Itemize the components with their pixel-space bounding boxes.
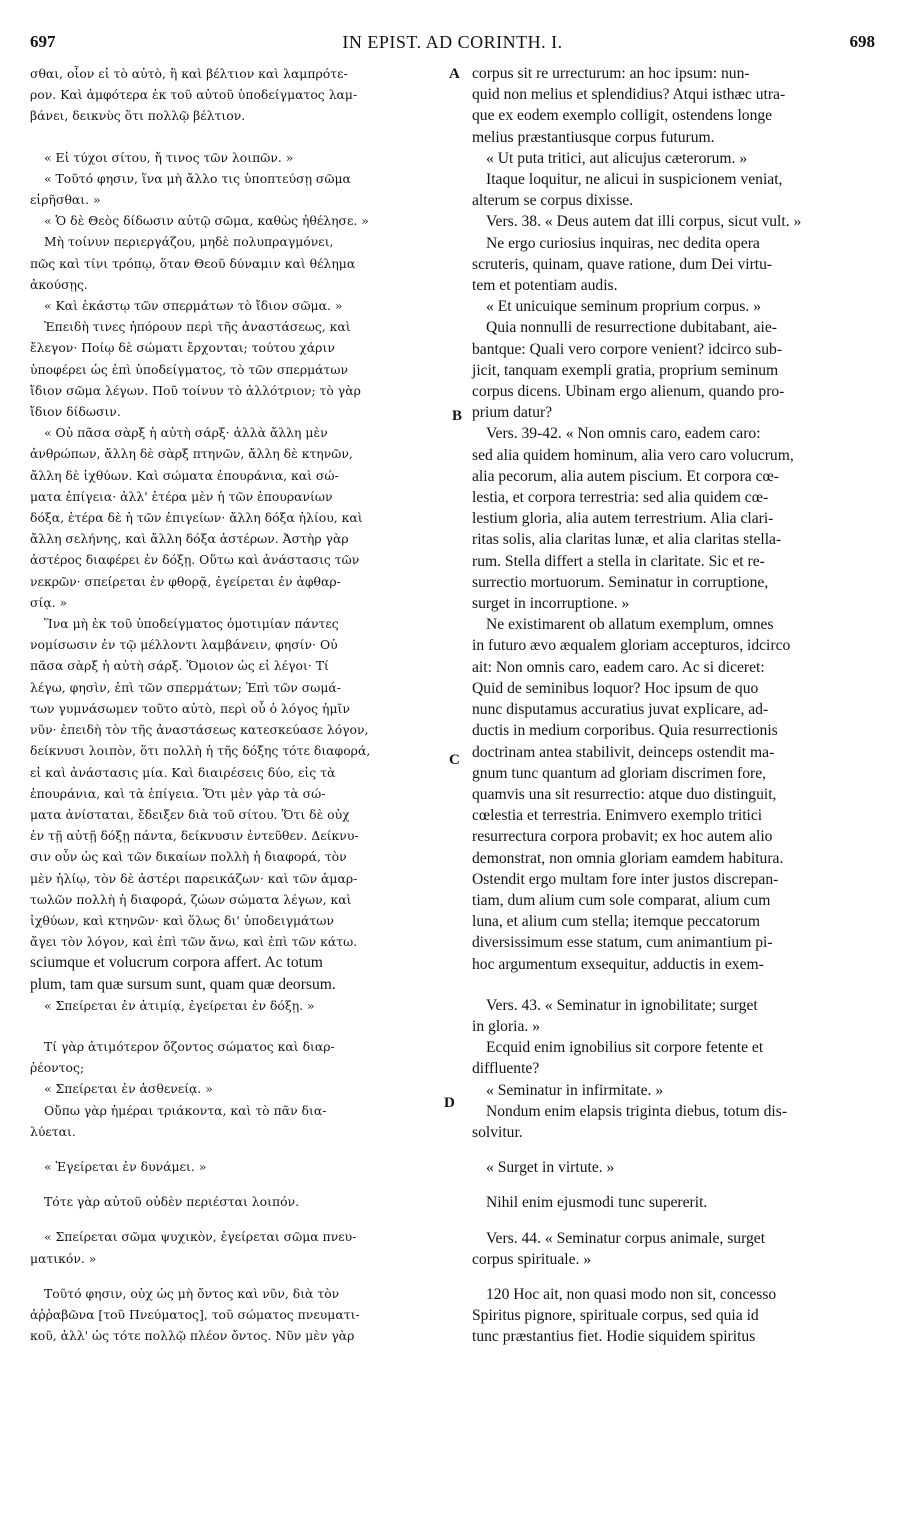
- greek-line: σίᾳ. »: [30, 594, 68, 610]
- greek-line: « Σπείρεται ἐν ἀσθενείᾳ. »: [44, 1081, 213, 1097]
- section-marker-b: B: [452, 408, 463, 424]
- latin-line: « Seminatur in infirmitate. »: [486, 1081, 664, 1099]
- greek-line: ἴδιον σῶμα λέγων. Ποῦ τοίνυν τὸ ἀλλότριον; τὸ γὰρ: [30, 382, 361, 398]
- latin-line: Quia nonnulli de resurrectione dubitabant, aie-: [486, 319, 777, 337]
- greek-line: « Τοῦτό φησιν, ἵνα μὴ ἄλλο τις ὑποπτεύσῃ σῶμα: [44, 170, 351, 186]
- greek-line: ματα ἐπίγεια· ἀλλ' ἑτέρα μὲν ἡ τῶν ἐπουρανίων: [30, 488, 333, 504]
- latin-line: resurrectura corpora probavit; ex hoc autem alio: [472, 828, 773, 846]
- greek-line: πῶς καὶ τίνι τρόπῳ, ὅταν Θεοῦ δύναμιν καὶ θέλημα: [30, 255, 356, 271]
- greek-line: « Ἐγείρεται ἐν δυνάμει. »: [44, 1158, 207, 1174]
- latin-line: Vers. 39-42. « Non omnis caro, eadem caro:: [486, 425, 761, 443]
- latin-line: Vers. 43. « Seminatur in ignobilitate; surget: [486, 996, 758, 1014]
- greek-line: « Εἰ τύχοι σίτου, ἤ τινος τῶν λοιπῶν. »: [44, 149, 294, 165]
- latin-line: bantque: Quali vero corpore venient? idcirco sub-: [472, 340, 783, 358]
- page-number-right: 698: [849, 32, 875, 51]
- greek-line: λύεται.: [30, 1123, 76, 1139]
- greek-line: ματικόν. »: [30, 1250, 97, 1266]
- latin-line: « Surget in virtute. »: [486, 1159, 615, 1177]
- latin-line: lestia, et corpora terrestria: sed alia quidem cœ-: [472, 489, 769, 507]
- latin-line: melius præstantiusque corpus futurum.: [472, 128, 715, 146]
- latin-line: Nihil enim ejusmodi tunc supererit.: [486, 1194, 708, 1212]
- latin-line: Ne ergo curiosius inquiras, nec dedita opera: [486, 234, 760, 252]
- latin-line: « Et unicuique seminum proprium corpus. »: [486, 298, 762, 316]
- latin-line: ductis in medium corporibus. Quia resurrectionis: [472, 722, 778, 740]
- greek-line: δόξα, ἑτέρα δὲ ἡ τῶν ἐπιγείων· ἄλλη δόξα ἡλίου, καὶ: [30, 510, 363, 526]
- latin-line: corpus dicens. Ubinam ergo alienum, quando pro-: [472, 383, 785, 401]
- greek-line: σθαι, οἷον εἰ τὸ αὐτὸ, ἢ καὶ βέλτιον καὶ λαμπρότε-: [30, 66, 348, 81]
- latin-line: « Ut puta tritici, aut alicujus cæterorum. »: [486, 149, 748, 167]
- greek-line: ἄλλη δὲ ἰχθύων. Καὶ σώματα ἐπουράνια, καὶ σώ-: [30, 467, 339, 483]
- greek-line: ρον. Καὶ ἀμφότερα ἐκ τοῦ αὐτοῦ ὑποδείγματος λαμ-: [30, 87, 358, 103]
- greek-line: Ἵνα μὴ ἐκ τοῦ ὑποδείγματος ὁμοτιμίαν πάντες: [44, 616, 339, 632]
- latin-line: cœlestia et terrestria. Enimvero exemplo tritici: [472, 807, 763, 825]
- latin-line: diffluente?: [472, 1060, 540, 1078]
- page-header: [30, 32, 875, 58]
- greek-line: Τοῦτό φησιν, οὐχ ὡς μὴ ὄντος καὶ νῦν, διὰ τὸν: [44, 1285, 340, 1301]
- latin-line: alterum se corpus dixisse.: [472, 192, 634, 210]
- greek-line: νῦν· ἐπειδὴ τὸν τῆς ἀναστάσεως κατεσκεύασε λόγον,: [30, 722, 369, 738]
- greek-line: « Ὁ δὲ Θεὸς δίδωσιν αὐτῷ σῶμα, καθὼς ἠθέλησε. »: [44, 213, 369, 229]
- latin-line: luna, et alium cum stella; itemque peccatorum: [472, 913, 760, 931]
- latin-line: jicit, tanquam exempli gratia, proprium seminum: [472, 361, 779, 379]
- greek-line: των γυμνάσωμεν τοῦτο αὐτὸ, περὶ οὗ ὁ λόγος ἡμῖν: [30, 700, 350, 716]
- greek-line: νομίσωσιν ἐν τῷ μέλλοντι λαμβάνειν, φησίν· Οὐ: [30, 637, 338, 653]
- latin-line: corpus spirituale. »: [472, 1250, 592, 1268]
- latin-line: in gloria. »: [472, 1017, 540, 1035]
- latin-line: ait: Non omnis caro, eadem caro. Ac si diceret:: [472, 658, 765, 676]
- latin-line: Quid de seminibus loquor? Hoc ipsum de quo: [472, 679, 759, 697]
- latin-line: tem et potentiam audis.: [472, 277, 618, 295]
- greek-line: « Σπείρεται σῶμα ψυχικὸν, ἐγείρεται σῶμα πνευ-: [44, 1229, 357, 1245]
- greek-line: δείκνυσι λοιπὸν, ὅτι πολλὴ ἡ τῆς δόξης τότε διαφορά,: [30, 743, 371, 759]
- latin-line: hoc argumentum exsequitur, adductis in exem-: [472, 955, 764, 973]
- greek-line: Ἐπειδὴ τινες ἠπόρουν περὶ τῆς ἀναστάσεως, καὶ: [44, 319, 351, 335]
- greek-line: ἰχθύων, καὶ κτηνῶν· καὶ ὅλως δι' ὑποδειγμάτων: [30, 912, 334, 928]
- latin-line: lestium gloria, alia autem terrestrium. Alia clari-: [472, 510, 774, 528]
- section-marker-c: C: [449, 752, 460, 768]
- latin-line: Itaque loquitur, ne alicui in suspicionem veniat,: [486, 171, 783, 189]
- latin-line: Vers. 44. « Seminatur corpus animale, surget: [486, 1229, 766, 1247]
- latin-line: solvitur.: [472, 1123, 523, 1141]
- greek-line: μὲν ἡλίῳ, τὸν δὲ ἀστέρι παρεικάζων· καὶ τῶν ἁμαρ-: [30, 870, 358, 886]
- latin-line: doctrinam antea stabilivit, deinceps ostendit ma-: [472, 743, 775, 761]
- greek-line: τωλῶν πολλὴ ἡ διαφορά, ζώων σώματα λέγων, καὶ: [30, 891, 352, 907]
- latin-line: rum. Stella differt a stella in claritate. Sic et re-: [472, 552, 765, 570]
- latin-line: tunc præstantius fiet. Hodie siquidem spiritus: [472, 1328, 756, 1346]
- latin-line: gnum tunc quantum ad gloriam discrimen fore,: [472, 764, 767, 782]
- greek-line: ἐν τῇ αὐτῇ δόξῃ πάντα, δείκνυσιν ἐντεῦθεν. Δείκνυ-: [30, 828, 359, 844]
- greek-line: ἀῤῥαβῶνα [τοῦ Πνεύματος], τοῦ σώματος πνευματι-: [30, 1306, 360, 1322]
- greek-line: Τότε γὰρ αὐτοῦ οὐδὲν περιέσται λοιπόν.: [44, 1194, 300, 1210]
- greek-line: Οὔπω γὰρ ἡμέραι τριάκοντα, καὶ τὸ πᾶν δια-: [44, 1102, 327, 1118]
- greek-line: « Οὐ πᾶσα σὰρξ ἡ αὐτὴ σάρξ· ἀλλὰ ἄλλη μὲν: [44, 425, 328, 441]
- latin-line: sed alia quidem hominum, alia vero caro volucrum,: [472, 446, 794, 464]
- greek-column: [30, 64, 442, 1347]
- greek-line: εἰρῆσθαι. »: [30, 192, 101, 208]
- greek-line: βάνει, δεικνὺς ὅτι πολλῷ βέλτιον.: [30, 108, 246, 124]
- greek-line: « Καὶ ἑκάστῳ τῶν σπερμάτων τὸ ἴδιον σῶμα. »: [44, 298, 343, 314]
- latin-line: 120 Hoc ait, non quasi modo non sit, concesso: [486, 1285, 777, 1303]
- latin-line: prium datur?: [472, 404, 553, 422]
- page-number-left: 697: [30, 32, 56, 51]
- latin-line: corpus sit re urrecturum: an hoc ipsum: nun-: [472, 65, 750, 82]
- greek-line: ἀκούσῃς.: [30, 276, 88, 292]
- section-marker-a: A: [449, 66, 460, 82]
- latin-line: alia pecorum, alia autem piscium. Et corpora cœ-: [472, 467, 779, 485]
- greek-line: ἀνθρώπων, ἄλλη δὲ σὰρξ πτηνῶν, ἄλλη δὲ κτηνῶν,: [30, 446, 353, 462]
- latin-line: Spiritus pignore, spirituale corpus, sed quia id: [472, 1307, 759, 1325]
- latin-line: que ex eodem exemplo colligit, ostendens longe: [472, 107, 773, 125]
- greek-line: εἰ καὶ ἀνάστασις μία. Καὶ διαιρέσεις δύο, εἰς τὰ: [30, 764, 336, 780]
- greek-line: ἴδιον δίδωσιν.: [30, 404, 121, 420]
- latin-line: quid non melius et splendidius? Atqui isthæc utra-: [472, 86, 786, 104]
- greek-line: νεκρῶν· σπείρεται ἐν φθορᾷ, ἐγείρεται ἐν ἀφθαρ-: [30, 573, 341, 589]
- latin-line: in futuro ævo æqualem gloriam accepturos, idcirco: [472, 637, 791, 655]
- latin-line: Ecquid enim ignobilius sit corpore fetente et: [486, 1039, 764, 1057]
- greek-line: ἄλλη σελήνης, καὶ ἄλλη δόξα ἀστέρων. Ἀστὴρ γὰρ: [30, 531, 349, 547]
- greek-line: σιν οὖν ὡς καὶ τῶν δικαίων πολλὴ ἡ διαφορά, τὸν: [30, 849, 347, 865]
- section-marker-d: D: [444, 1095, 455, 1111]
- latin-line: Ne existimarent ob allatum exemplum, omnes: [486, 616, 774, 634]
- latin-line: scruteris, quinam, quave ratione, dum Dei virtu-: [472, 255, 773, 273]
- greek-line-latin: sciumque et volucrum corpora affert. Ac totum: [30, 954, 323, 972]
- greek-line: ὑποφέρει ὡς ἐπὶ ὑποδείγματος, τὸ τῶν σπερμάτων: [30, 361, 349, 377]
- latin-line: surrectio mortuorum. Seminatur in corruptione,: [472, 573, 769, 591]
- greek-line: ἔλεγον· Ποίῳ δὲ σώματι ἔρχονται; τούτου χάριν: [30, 340, 335, 356]
- greek-line: Μὴ τοίνυν περιεργάζου, μηδὲ πολυπραγμόνει,: [44, 234, 334, 250]
- latin-line: tiam, dum alium cum sole comparat, alium cum: [472, 891, 771, 909]
- greek-line: ἄγει τὸν λόγον, καὶ ἐπὶ τῶν ἄνω, καὶ ἐπὶ τῶν κάτω.: [30, 934, 358, 950]
- greek-line: πᾶσα σὰρξ ἡ αὐτὴ σάρξ. Ὅμοιον ὡς εἰ λέγοι· Τί: [30, 658, 329, 674]
- latin-column: [472, 64, 874, 1349]
- latin-line: Nondum enim elapsis triginta diebus, totum dis-: [486, 1102, 788, 1120]
- greek-line: λέγω, φησὶν, ἐπὶ τῶν σπερμάτων; Ἐπὶ τῶν σωμά-: [30, 679, 341, 695]
- greek-line: κοῦ, ἀλλ' ὡς τότε πολλῷ πλέον ὄντος. Νῦν μὲν γὰρ: [30, 1328, 355, 1344]
- greek-line: ἐπουράνια, καὶ τὰ ἐπίγεια. Ὅτι μὲν γὰρ τὰ σώ-: [30, 785, 326, 801]
- greek-line: ἀστέρος διαφέρει ἐν δόξῃ. Οὕτω καὶ ἀνάστασις τῶν: [30, 552, 360, 568]
- latin-line: surget in incorruptione. »: [472, 595, 630, 613]
- greek-line-latin: plum, tam quæ sursum sunt, quam quæ deorsum.: [30, 975, 336, 993]
- greek-line: « Σπείρεται ἐν ἀτιμίᾳ, ἐγείρεται ἐν δόξῃ. »: [44, 997, 315, 1013]
- greek-line: Τί γὰρ ἀτιμότερον ὄζοντος σώματος καὶ διαρ-: [44, 1038, 335, 1054]
- running-title: IN EPIST. AD CORINTH. I.: [342, 32, 563, 52]
- greek-line: ματα ἀνίσταται, ἔδειξεν διὰ τοῦ σίτου. Ὅτι δὲ οὐχ: [30, 806, 350, 822]
- latin-line: demonstrat, non omnia gloriam eamdem habitura.: [472, 849, 784, 867]
- latin-line: ritas solis, alia claritas lunæ, et alia claritas stella-: [472, 531, 782, 549]
- latin-line: nunc disputamus accuratius juvat explicare, ad-: [472, 701, 769, 719]
- greek-line: ῥέοντος;: [30, 1060, 85, 1076]
- latin-line: diversissimum esse statum, cum animantium pi-: [472, 934, 773, 952]
- latin-line: Ostendit ergo multam fore inter justos discrepan-: [472, 870, 779, 888]
- latin-line: quamvis una sit resurrectio: atque duo distinguit,: [472, 785, 777, 803]
- latin-line: Vers. 38. « Deus autem dat illi corpus, sicut vult. »: [486, 213, 802, 231]
